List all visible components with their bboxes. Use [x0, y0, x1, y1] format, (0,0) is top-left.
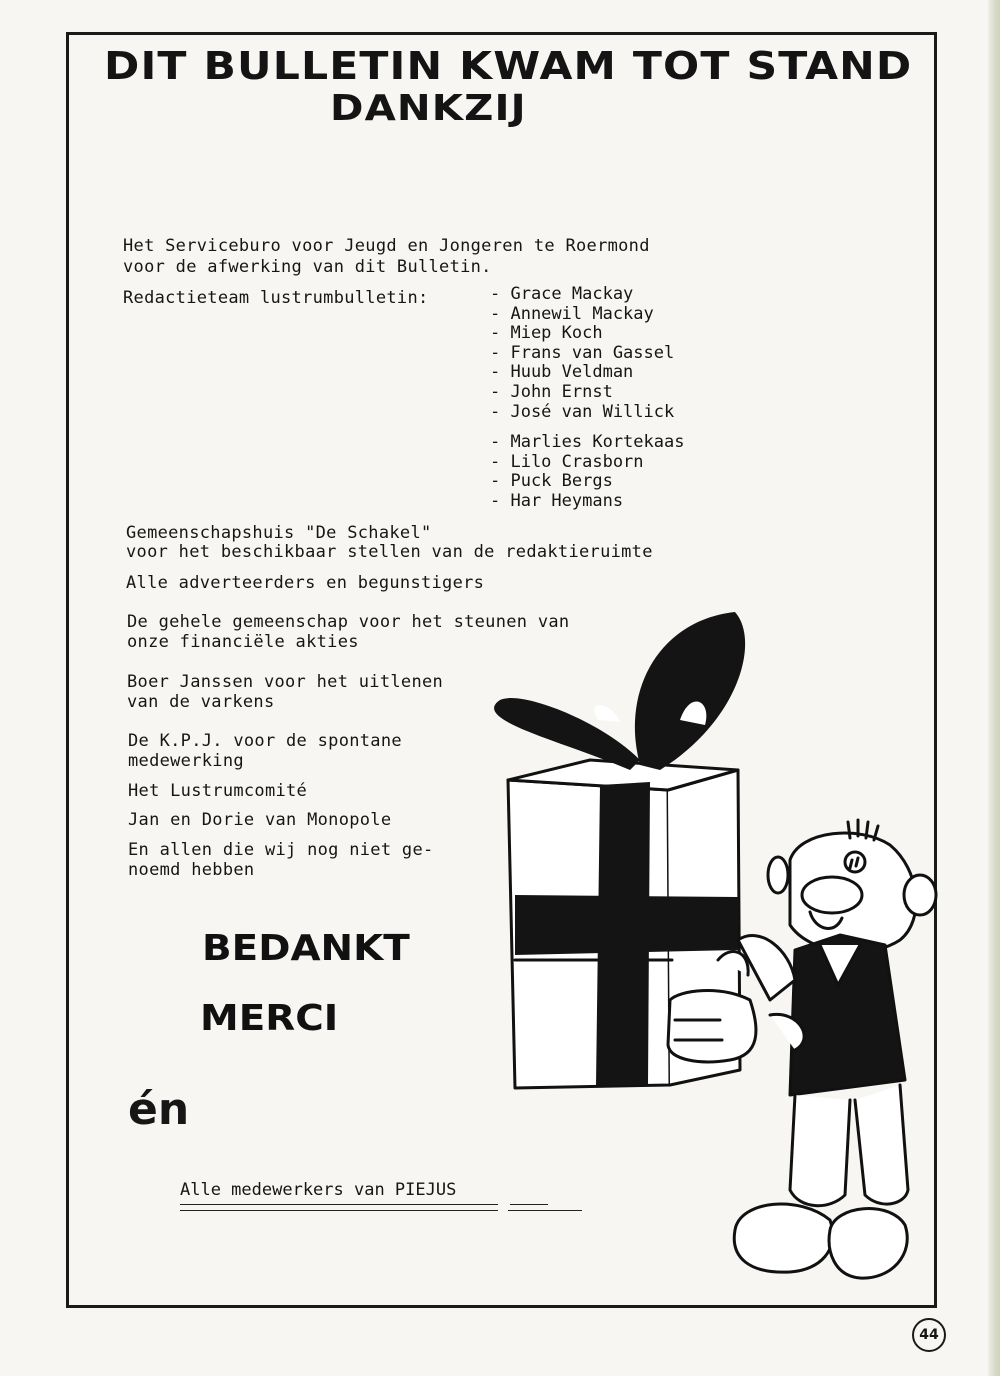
kpj-line-2: medewerking [128, 751, 244, 771]
headline-line-2: DANKZIJ [330, 88, 527, 129]
team-member: - Har Heymans [490, 490, 624, 511]
en-word: én [128, 1084, 190, 1135]
team-member: - Frans van Gassel [490, 342, 675, 363]
gift-cartoon-illustration [460, 600, 950, 1300]
bedankt-heading: BEDANKT [202, 928, 410, 969]
schakel-line-2: voor het beschikbaar stellen van de redaktieruimte [126, 542, 653, 562]
schakel-line-1: Gemeenschapshuis "De Schakel" [126, 523, 432, 543]
servicebureau-line-2: voor de afwerking van dit Bulletin. [123, 257, 492, 277]
boer-line-2: van de varkens [127, 692, 275, 712]
signature-underline [180, 1204, 498, 1205]
merci-heading: MERCI [200, 998, 339, 1039]
signature-line: Alle medewerkers van PIEJUS [180, 1180, 457, 1200]
team-member: - Puck Bergs [490, 471, 613, 492]
monopole-line: Jan en Dorie van Monopole [128, 810, 392, 830]
character-hand [668, 991, 756, 1062]
character-shoe-right [829, 1209, 907, 1279]
team-label: Redactieteam lustrumbulletin: [123, 288, 429, 308]
adverteerders-line: Alle adverteerders en begunstigers [126, 573, 485, 593]
allen-line-2: noemd hebben [128, 860, 255, 880]
team-list-b [490, 433, 684, 511]
team-member: - Marlies Kortekaas [490, 432, 685, 452]
gemeenschap-line-2: onze financiële akties [127, 632, 359, 652]
team-list-a [490, 285, 674, 422]
boer-line-1: Boer Janssen voor het uitlenen [127, 672, 444, 692]
team-member: - Miep Koch [490, 323, 603, 344]
signature-underline [180, 1210, 498, 1211]
team-member: - Annewil Mackay [490, 303, 654, 324]
comite-line: Het Lustrumcomité [128, 781, 308, 801]
team-member: - Grace Mackay [490, 284, 634, 304]
page-edge [988, 0, 1000, 1376]
team-member: - Huub Veldman [490, 362, 634, 383]
kpj-line-1: De K.P.J. voor de spontane [128, 731, 402, 751]
team-member: - José van Willick [490, 401, 675, 422]
allen-line-1: En allen die wij nog niet ge- [128, 840, 434, 860]
team-member: - Lilo Crasborn [490, 451, 644, 472]
servicebureau-line-1: Het Serviceburo voor Jeugd en Jongeren te Roermond [123, 236, 650, 256]
character-legs [790, 1085, 908, 1206]
character-shoe-left [734, 1204, 832, 1272]
page-number: 44 [912, 1318, 946, 1352]
team-member: - John Ernst [490, 381, 613, 402]
headline-line-1: DIT BULLETIN KWAM TOT STAND [104, 44, 913, 88]
gemeenschap-line-1: De gehele gemeenschap voor het steunen van [127, 612, 570, 632]
